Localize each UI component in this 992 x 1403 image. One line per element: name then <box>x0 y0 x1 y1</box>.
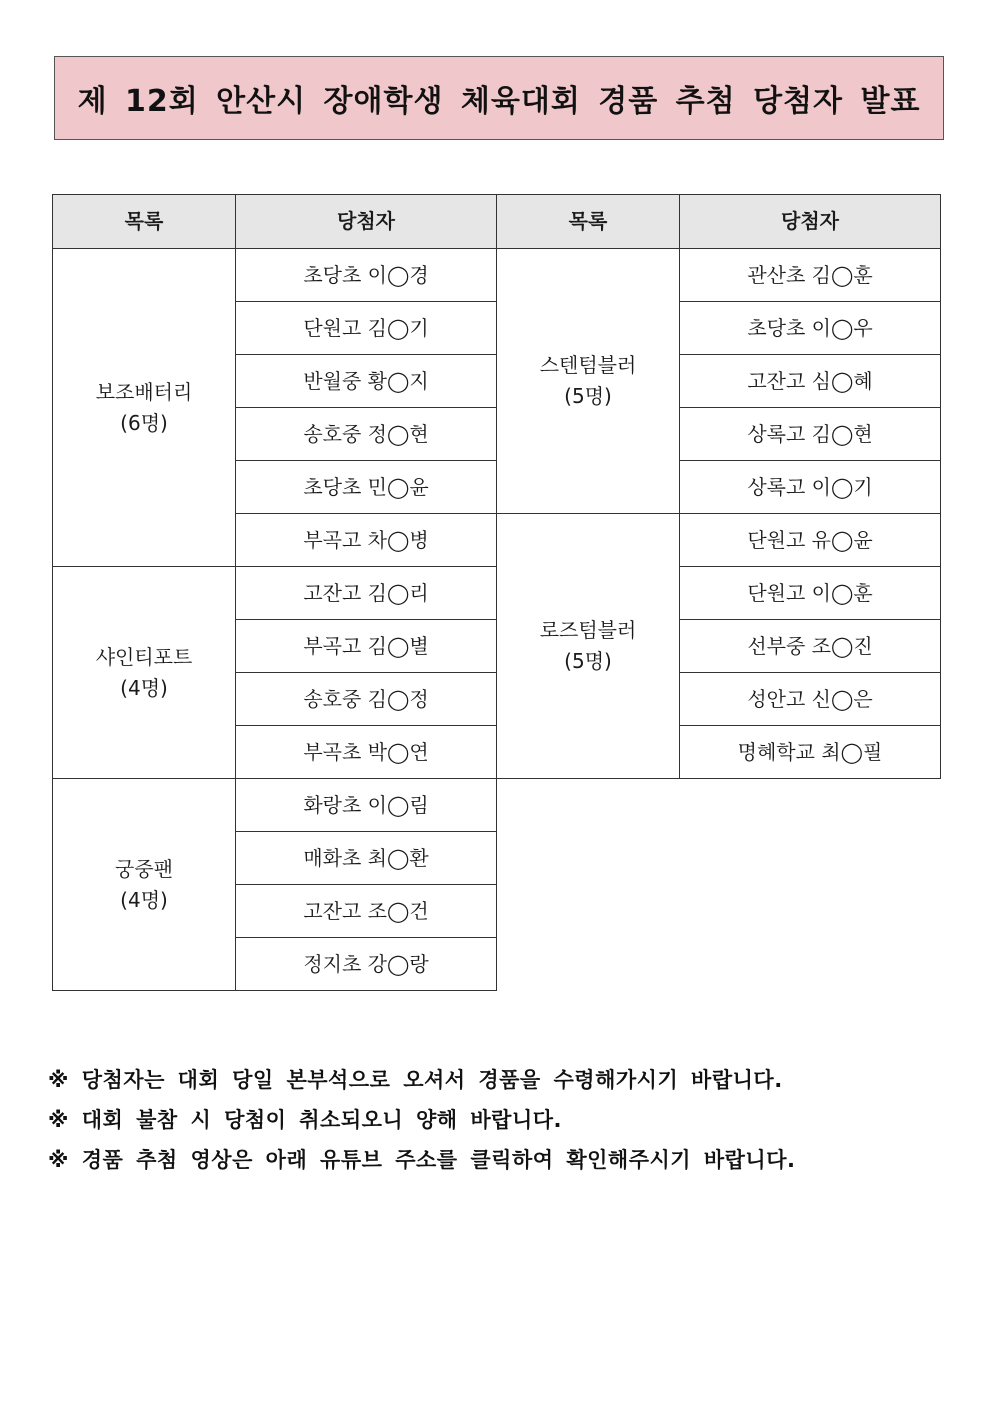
category-cell <box>53 567 236 779</box>
category-name: 보조배터리 <box>95 379 193 404</box>
header-winner-right: 당첨자 <box>680 195 941 249</box>
winner-cell: 부곡고 차◯병 <box>236 514 497 567</box>
winner-cell: 화랑초 이◯림 <box>236 779 497 832</box>
winner-cell: 상록고 김◯현 <box>680 408 941 461</box>
table-row <box>53 779 941 832</box>
winner-cell: 초당초 민◯윤 <box>236 461 497 514</box>
winner-cell: 부곡고 김◯별 <box>236 620 497 673</box>
winner-cell: 고잔고 김◯리 <box>236 567 497 620</box>
category-count: (4명) <box>120 887 168 912</box>
category-cell <box>53 779 236 991</box>
table-header-row <box>53 195 941 249</box>
category-count: (4명) <box>120 675 168 700</box>
winner-cell: 선부중 조◯진 <box>680 620 941 673</box>
category-cell <box>497 249 680 514</box>
winner-cell: 부곡초 박◯연 <box>236 726 497 779</box>
category-name: 샤인티포트 <box>95 644 193 669</box>
winner-cell: 성안고 신◯은 <box>680 673 941 726</box>
winner-cell: 단원고 유◯윤 <box>680 514 941 567</box>
header-category-right: 목록 <box>497 195 680 249</box>
winner-cell: 매화초 최◯환 <box>236 832 497 885</box>
category-name: 스텐텀블러 <box>539 353 637 377</box>
category-count: (5명) <box>564 649 612 673</box>
winner-cell: 단원고 김◯기 <box>236 302 497 355</box>
note-line: ※ 대회 불참 시 당첨이 취소되오니 양해 바랍니다. <box>48 1108 563 1132</box>
page-title: 제 12회 안산시 장애학생 체육대회 경품 추첨 당첨자 발표 <box>54 56 944 140</box>
category-name: 로즈텀블러 <box>539 618 637 642</box>
winner-cell: 관산초 김◯훈 <box>680 249 941 302</box>
note-line: ※ 경품 추첨 영상은 아래 유튜브 주소를 클릭하여 확인해주시기 바랍니다. <box>48 1148 796 1172</box>
winners-table <box>52 194 941 991</box>
empty-area <box>497 779 941 991</box>
winner-cell: 초당초 이◯경 <box>236 249 497 302</box>
winner-cell: 송호중 정◯현 <box>236 408 497 461</box>
notes-section <box>48 1060 795 1180</box>
winner-cell: 명혜학교 최◯필 <box>680 726 941 779</box>
category-name: 궁중팬 <box>115 856 173 881</box>
category-count: (5명) <box>564 384 612 408</box>
note-line: ※ 당첨자는 대회 당일 본부석으로 오셔서 경품을 수령해가시기 바랍니다. <box>48 1068 783 1092</box>
table-row <box>53 249 941 302</box>
winner-cell: 송호중 김◯정 <box>236 673 497 726</box>
winner-cell: 고잔고 심◯혜 <box>680 355 941 408</box>
winner-cell: 초당초 이◯우 <box>680 302 941 355</box>
header-category-left: 목록 <box>53 195 236 249</box>
winner-cell: 단원고 이◯훈 <box>680 567 941 620</box>
winner-cell: 상록고 이◯기 <box>680 461 941 514</box>
category-count: (6명) <box>120 410 168 435</box>
category-cell <box>497 514 680 779</box>
header-winner-left: 당첨자 <box>236 195 497 249</box>
category-cell <box>53 249 236 567</box>
winner-cell: 반월중 황◯지 <box>236 355 497 408</box>
winner-cell: 정지초 강◯랑 <box>236 938 497 991</box>
winner-cell: 고잔고 조◯건 <box>236 885 497 938</box>
